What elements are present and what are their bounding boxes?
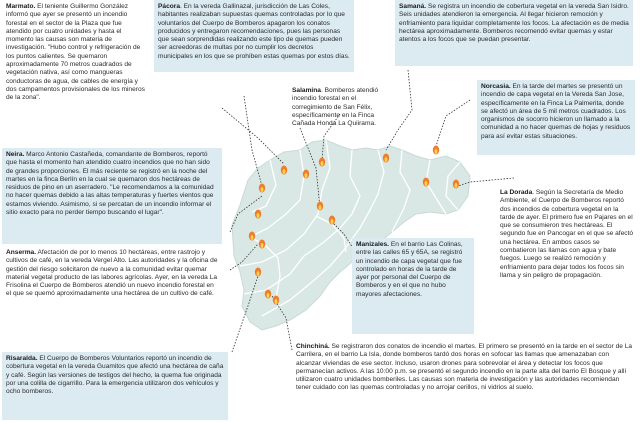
fire-icon [249,232,255,241]
note-place: Chinchiná. [296,343,330,350]
note-manizales [352,238,474,334]
fire-icon [255,268,261,277]
note-anserma [2,246,224,344]
note-place: Anserma. [6,249,37,256]
fire-icon [303,170,309,179]
note-text: En la tarde del martes se presentó un incendio de capa vegetal en la Vereda San Jose, específicamente en la Finca La Palmerita, donde se afectó un área de 5 mil metros cuadrados. Los organismos de socorro hicieron un llamado a la comunidad a no hacer quemas de hojas y residuos para así evitar estas situaciones. [481,83,631,140]
note-text: El Cuerpo de Bomberos Voluntarios reportó un incendio de cobertura vegetal en la vereda Guamitos que afectó una hectárea de caña y café. Según las versiones de testigos del hecho, la quema fue originada por una colilla de cigarrillo. Para la emergencia utilizaron dos vehículos y ocho bomberos. [6,355,224,396]
fire-icon [317,202,323,211]
fire-icon [383,154,389,163]
note-norcasia [477,80,635,155]
fire-icon [255,210,261,219]
note-text: Se registra un incendio de cobertura vegetal en la vereda San Isidro. Seis unidades atendieron la emergencia. Al llegar hicieron remoción y enfriamiento para liquidar completamente los focos. La afectación es de media hectárea aproximadamente. Bomberos recomendó evitar quemas y estar atentos a los focos que se puedan presentar. [399,3,629,44]
fire-icon [281,166,287,175]
note-samana [395,0,633,66]
note-risaralda [2,352,228,420]
fire-icon [423,178,429,187]
note-place: La Dorada [500,189,533,196]
note-pacora [154,0,354,72]
fire-icon [259,240,265,249]
fire-icon [265,290,271,299]
note-text: Afectación de por lo menos 10 hectáreas, entre rastrojo y cultivos de café, en la vereda Vergel Alto. Las autoridades y la oficina de gestión del riesgo solicitaron de nuevo a la comunidad evitar quemar material vegetal producto de las labores agrícolas. Ayer, en la vereda La Frisolina el Cuerpo de Bomberos atendió un nuevo incendio forestal en el que se quemó aproximadamente una hectárea de un cultivo de café. [6,249,218,298]
fire-icon [453,180,459,189]
note-place: Manizales. [356,241,389,248]
fire-icon [433,146,439,155]
note-marmato [2,0,152,140]
note-text: El teniente Guillermo González informó que ayer se presentó un incendio forestal en el sector de la Plaza que fue atendido por cuatro unidades y hasta el momento las causas son materia de investigación. "Hubo control y refrigeración de los puntos calientes. Se quemaron aproximadamente 70 metros cuadrados de vegetación nativa, así como mangueras conductoras de agua, de cables de energía y dos campamentos provisionales de los mineros de la zona". [6,3,145,102]
note-place: Salamina [292,87,321,94]
note-place: Marmato. [6,3,36,10]
note-place: Risaralda. [6,355,38,362]
fire-icon [259,184,265,193]
note-text: En el barrio Las Colinas, entre las calles 65 y 65A, se registró un incendio de capa vegetal que fue controlado en horas de la tarde de ayer por personal del Cuerpo de Bomberos y en el que no hubo mayores afectaciones. [356,241,463,298]
note-text: . Según la Secretaría de Medio Ambiente, el Cuerpo de Bomberos reportó dos incendios de cobertura vegetal en la tarde de ayer. El primero fue en Pajares en el que se consumieron tres hectáreas. El segundo fue en Pancogar en el que se afectó una hectárea. En ambos casos se combatieron las llamas con agua y bate fuegos. Luego se realizó remoción y enfriamiento para dejar todos los focos sin llama y sin peligro de propagación. [500,189,634,279]
note-salamina [288,84,400,132]
note-place: Neira. [6,151,25,158]
note-neira [2,148,222,244]
note-text: Se registraron dos conatos de incendio el martes. El primero se presentó en la tarde en el sector de La Carrilera, en el barrio La Isla, donde bomberos tardó dos horas en sofocar las llamas que amenazaban con alcanzar viviendas de ese sector. Incluso, usaron drones para sobrevolar el área y detectar los focos que permanecían activos. A las 10:00 p.m. se presentó el segundo incendio en la parte alta del barrio El Bosque y allí utilizaron cuatro unidades bomberiles. Las causas son materia de investigación y las autoridades recomiendan tener cuidado con las quemas controladas y no arrojar cerillos, ni vidrios al suelo. [296,343,633,392]
note-place: Pácora [158,3,180,10]
note-ladorada [496,186,638,286]
note-place: Samaná. [399,3,427,10]
note-text: . Bomberos atendió incendio forestal en el corregimiento de San Félix, específicamente en la Finca Cañada Honda La Quiirama. [292,87,379,128]
note-chinchina [292,340,638,422]
fire-icon [319,158,325,167]
fire-icon [329,216,335,225]
note-text: . En la vereda Gallinazal, jurisdicción de Las Coles, habitantes realizaban supuestas quemas controladas por lo que voluntarios del Cuerpo de Bomberos apagaron los conatos producidos y entregaron recomendaciones, pues las personas que sean sorprendidas realizando este tipo de quemas pueden ser acreedoras de multas por no cumplir los decretos municipales en los que se prohíben estas quemas por estos días. [158,3,350,60]
note-place: Norcasia. [481,83,511,90]
fire-icon [273,296,279,305]
note-text: Marco Antonio Castañeda, comandante de Bomberos, reportó que hasta el momento han atendido cuatro incendios que no han sido de grandes proporciones. El más reciente se registró en la noche del martes en la finca Berlín en la cual se quemaron dos hectáreas de residuos de pino en un aserradero. "Le recomendamos a la comunidad no hacer quemas debido a las altas temperaturas y fuertes vientos que estamos viviendo. Asimismo, si se percatan de un incendio informar el sitio exacto para no perder tiempo buscando el lugar". [6,151,214,217]
